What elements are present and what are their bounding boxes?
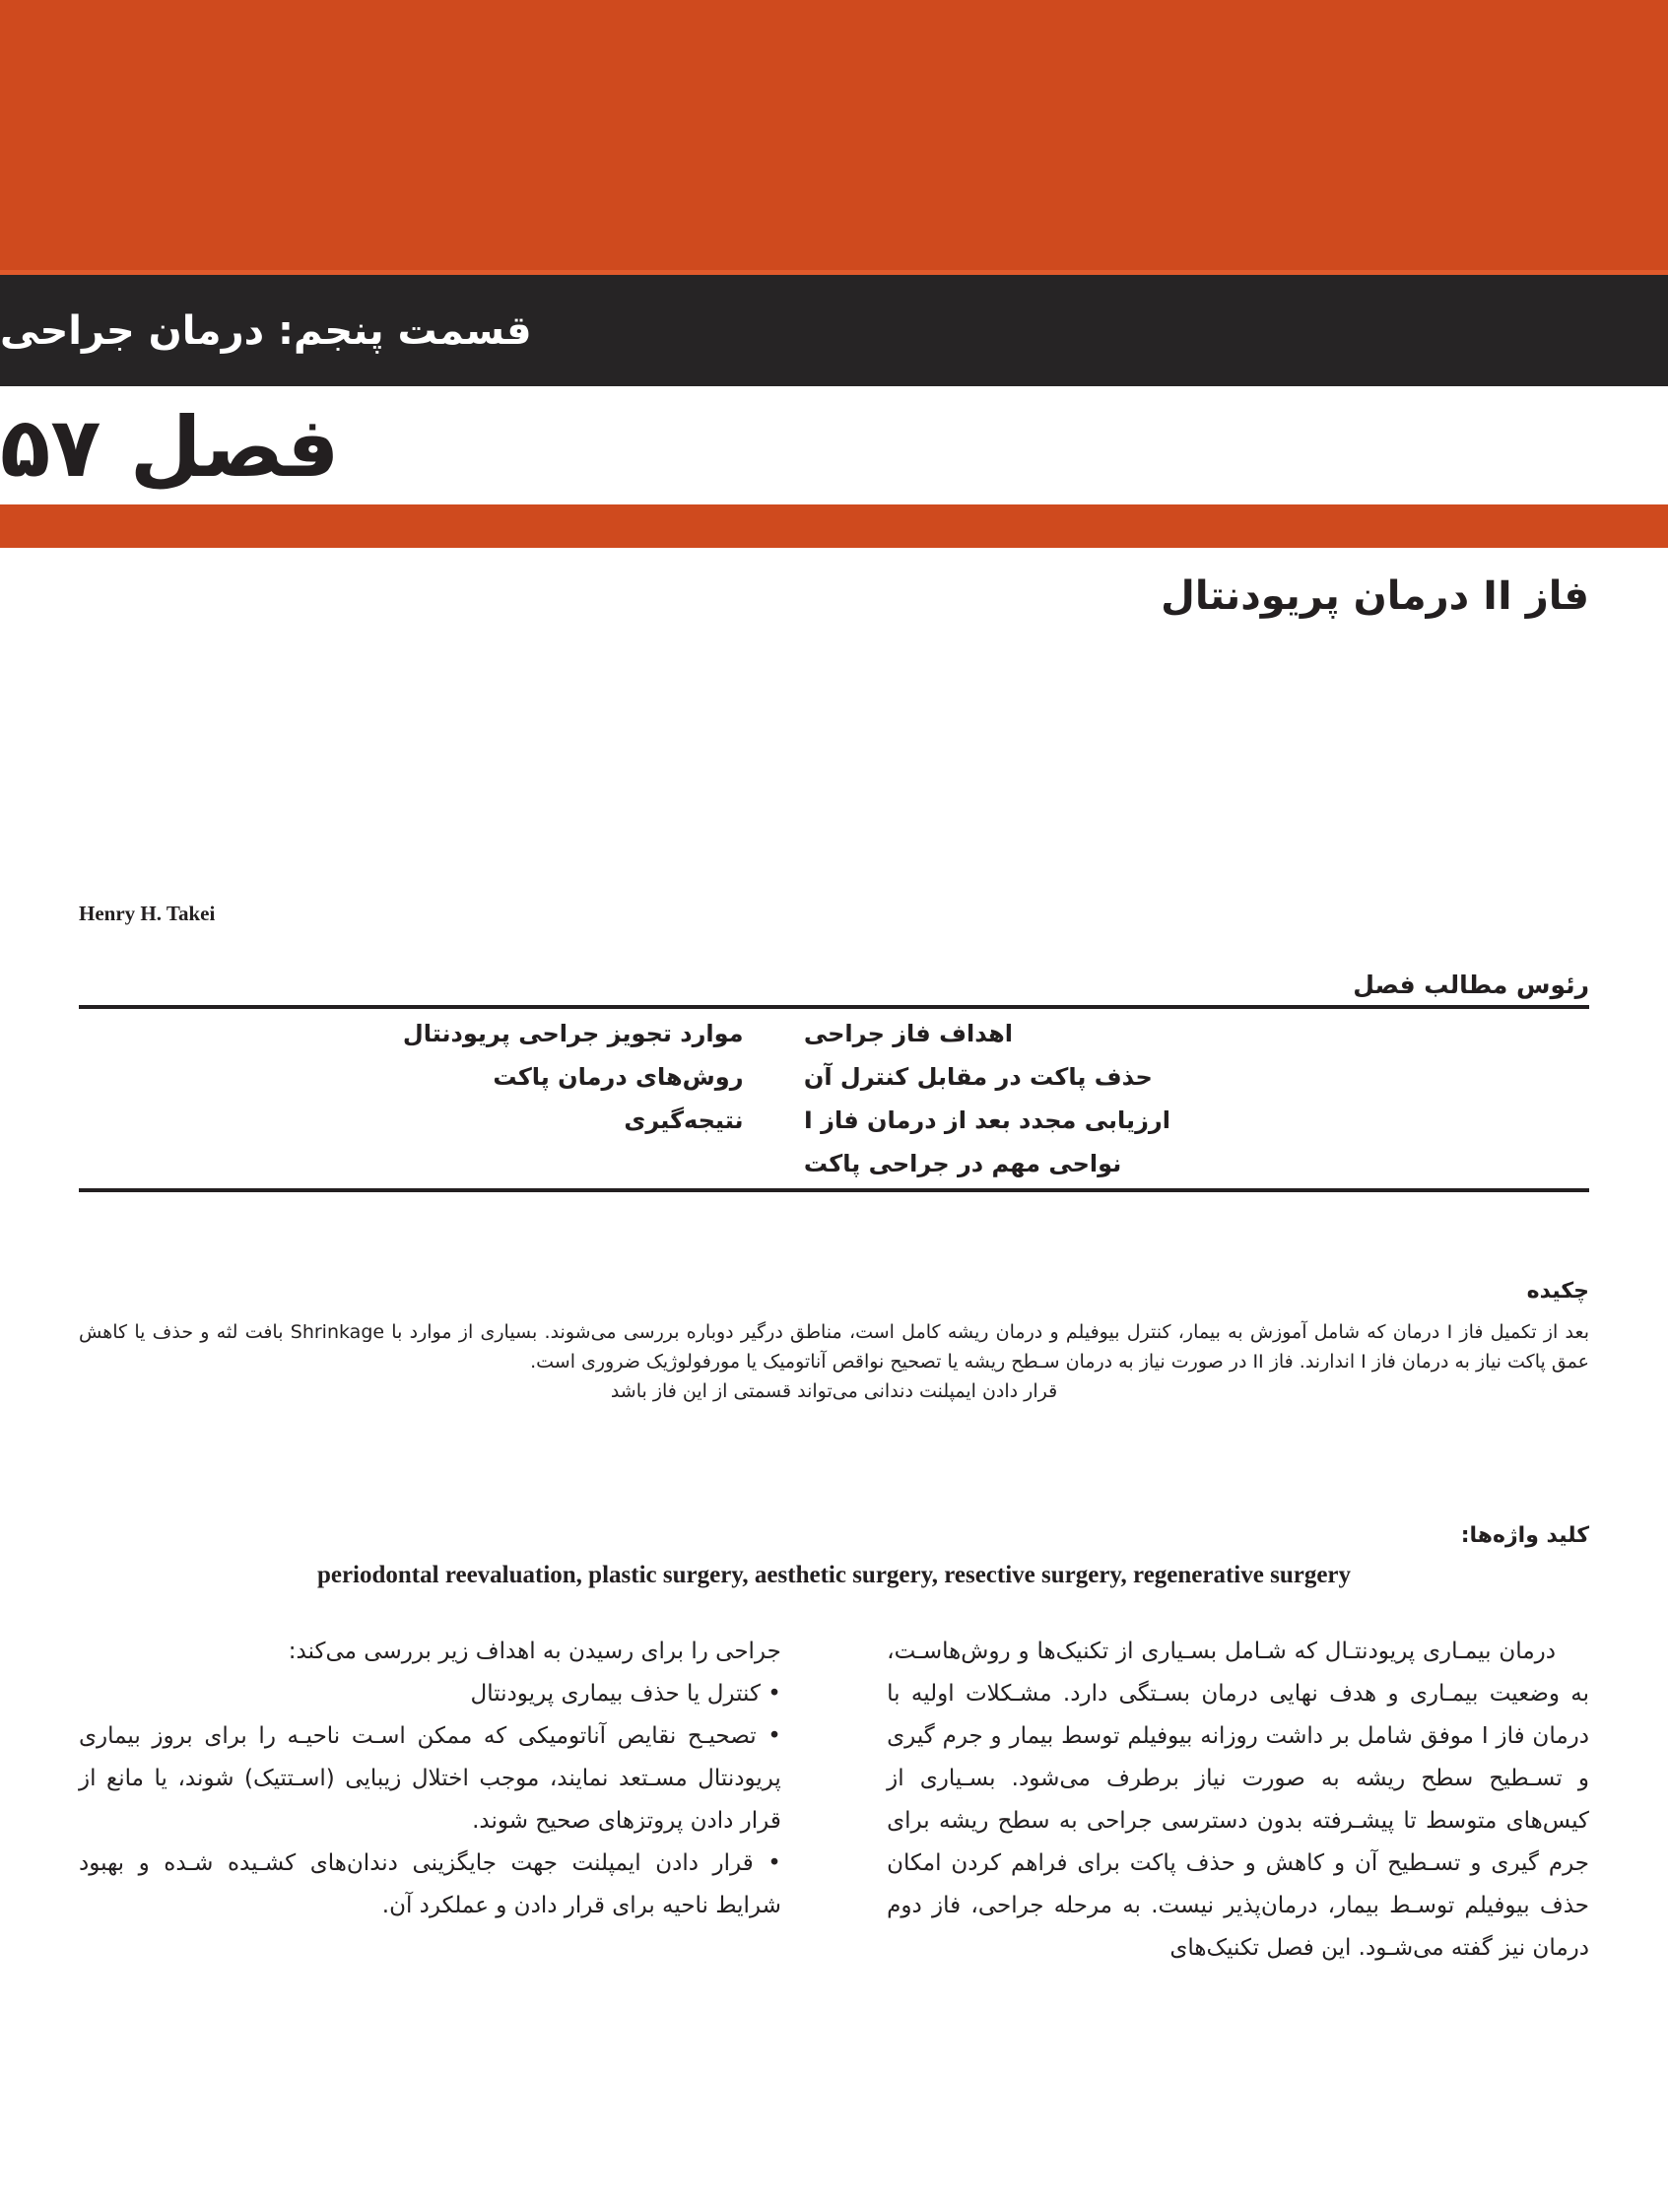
outline-bottom-rule — [79, 1188, 1589, 1192]
keywords-label: کلید واژه‌ها: — [1460, 1523, 1589, 1548]
abstract-heading: چکیده — [1526, 1279, 1589, 1304]
outline-columns — [79, 1019, 1589, 1178]
objective-bullet: • قرار دادن ایمپلنت جهت جایگزینی دندان‌های کشـیده شـده و بهبود شرایط ناحیه برای قرار دادن و عملکرد آن. — [79, 1843, 781, 1927]
chapter-number: فصل ۵۷ — [0, 399, 340, 496]
outline-item[interactable]: حذف پاکت در مقابل کنترل آن — [803, 1063, 1153, 1091]
chapter-outline — [79, 971, 1589, 1192]
part-title: قسمت پنجم: درمان جراحی — [0, 307, 532, 354]
outline-item[interactable]: روش‌های درمان پاکت — [493, 1063, 744, 1091]
outline-item[interactable]: نواحی مهم در جراحی پاکت — [803, 1150, 1122, 1177]
keywords-section — [79, 1523, 1589, 1589]
top-orange-band — [0, 0, 1668, 270]
mid-orange-band — [0, 504, 1668, 548]
body-columns — [79, 1631, 1589, 1970]
objective-bullet: • کنترل یا حذف بیماری پریودنتال — [79, 1673, 781, 1715]
abstract-section — [79, 1279, 1589, 1406]
outline-item[interactable]: ارزیابی مجدد بعد از درمان فاز I — [803, 1106, 1170, 1134]
outline-top-rule — [79, 1005, 1589, 1009]
author-name: Henry H. Takei — [79, 902, 216, 925]
objective-bullet: • تصحیـح نقایص آناتومیکی که ممکن اسـت ناحیـه را برای بروز بیماری پریودنتال مسـتعد نمایند، موجب اختلال زیبایی (اسـتتیک) شوند، یا مانع از قرار دادن پروتزهای صحیح شوند. — [79, 1715, 781, 1843]
abstract-body — [79, 1317, 1589, 1406]
outline-item[interactable]: نتیجه‌گیری — [624, 1106, 744, 1134]
body-column-right — [887, 1631, 1589, 1970]
outline-column-left — [79, 1019, 744, 1178]
abstract-paragraph: قرار دادن ایمپلنت دندانی می‌تواند قسمتی از این فاز باشد — [610, 1380, 1058, 1402]
outline-item[interactable]: موارد تجویز جراحی پریودنتال — [402, 1020, 744, 1047]
outline-column-right — [804, 1019, 1589, 1178]
body-column-left — [79, 1631, 781, 1970]
page-title: فاز II درمان پریودنتال — [1161, 573, 1589, 619]
outline-item[interactable]: اهداف فاز جراحی — [803, 1020, 1013, 1047]
keywords-list: periodontal reevaluation, plastic surgery, aesthetic surgery, resective surgery, regenerative surgery — [316, 1562, 1352, 1588]
body-paragraph: درمان بیمـاری پریودنتـال که شـامل بسـیاری از تکنیک‌ها و روش‌هاسـت، به وضعیت بیمـاری و هدف نهایی درمان بسـتگی دارد. مشـکلات اولیه با درمان فاز I موفق شامل بر داشت روزانه بیوفیلم توسط بیمار و جرم گیری و تسـطیح سطح ریشه به صورت نیاز برطرف می‌شود. بسـیاری از کیس‌های متوسط تا پیشـرفته بدون دسترسی جراحی به سطح ریشه برای جرم گیری و تسـطیح آن و کاهش و حذف پاکت برای فراهم کردن امکان حذف بیوفیلم توسـط بیمار، درمان‌پذیر نیست. به مرحله جراحی، فاز دوم درمان نیز گفته می‌شـود. این فصل تکنیک‌های — [887, 1639, 1589, 1961]
chapter-outline-heading: رئوس مطالب فصل — [1353, 971, 1589, 999]
objectives-intro: جراحی را برای رسیدن به اهداف زیر بررسی می‌کند: — [288, 1639, 781, 1664]
abstract-paragraph: بعد از تکمیل فاز I درمان که شامل آموزش به بیمار، کنترل بیوفیلم و درمان ریشه کامل است، مناطق درگیر دوباره بررسی می‌شوند. بسیاری از موارد با Shrinkage بافت لثه و حذف یا کاهش عمق پاکت نیاز به درمان فاز I اندارند. فاز II در صورت نیاز به درمان سـطح ریشه یا تصحیح نواقص آناتومیک یا مورفولوژیک ضروری است. — [79, 1321, 1589, 1373]
